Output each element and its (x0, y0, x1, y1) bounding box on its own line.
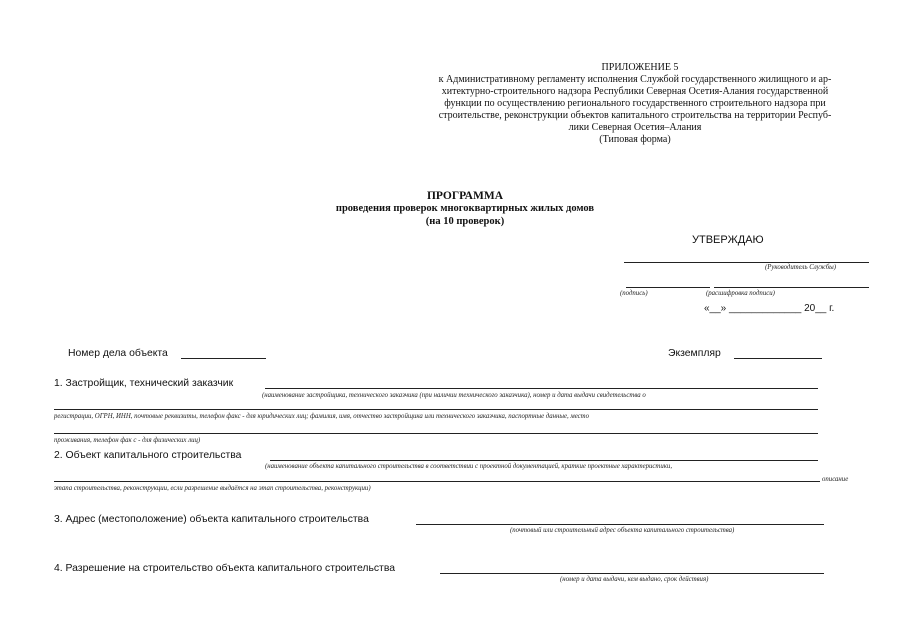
section-2-field-line-1[interactable] (270, 460, 818, 461)
section-1-field-line-1[interactable] (265, 388, 818, 389)
section-1-field-line-3[interactable] (54, 433, 818, 434)
section-4-label: 4. Разрешение на строительство объекта капитального строительства (54, 563, 395, 574)
section-1-hint-1: (наименование застройщика, технического заказчика (при наличии технического заказчика), номер и дата выдачи свидетельства о (262, 392, 646, 399)
section-1-label: 1. Застройщик, технический заказчик (54, 378, 234, 389)
section-2-field-line-2[interactable] (54, 481, 820, 482)
signature-caption: (подпись) (620, 290, 648, 297)
section-3-label: 3. Адрес (местоположение) объекта капитального строительства (54, 514, 369, 525)
program-subheading: проведения проверок многоквартирных жилых домов (335, 203, 595, 214)
copy-field[interactable] (734, 358, 822, 359)
case-number-label: Номер дела объекта (68, 348, 168, 359)
section-1-hint-2: регистрации, ОГРН, ИНН, почтовые реквизиты, телефон факс - для юридических лиц; фамилия, имя, отчество застройщика или технического заказчика, паспортные данные, место (54, 413, 589, 420)
decoding-caption: (расшифровка подписи) (706, 290, 775, 297)
section-3-hint: (почтовый или строительный адрес объекта капитального строительства) (510, 527, 735, 534)
section-2-label: 2. Объект капитального строительства (54, 450, 242, 461)
form-type-note: (Типовая форма) (599, 134, 671, 145)
program-heading: ПРОГРАММА (426, 190, 504, 202)
case-number-field[interactable] (181, 358, 266, 359)
section-4-hint: (номер и дата выдачи, кем выдано, срок действия) (560, 576, 709, 583)
section-2-hint-3: этапа строительства, реконструкции, если разрешение выдаётся на этап строительства, реконструкции) (54, 485, 371, 492)
approval-label: УТВЕРЖДАЮ (692, 234, 764, 246)
signature-line (626, 287, 710, 288)
appendix-line-4: строительстве, реконструкции объектов капитального строительства на территории Респуб- (438, 110, 832, 121)
section-4-field[interactable] (440, 573, 824, 574)
section-3-field[interactable] (416, 524, 824, 525)
section-2-hint-2: описание (822, 476, 849, 483)
appendix-line-2: хитектурно-строительного надзора Республики Северная Осетия-Алания государственной (441, 86, 829, 97)
section-2-hint-1: (наименование объекта капитального строительства в соответствии с проектной документацией, краткие проектные характеристики, (265, 463, 673, 470)
head-signature-line (624, 262, 869, 263)
appendix-line-1: к Административному регламенту исполнения Службой государственного жилищного и ар- (438, 74, 832, 85)
appendix-line-5: лики Северная Осетия–Алания (568, 122, 702, 133)
appendix-line-3: функции по осуществлению регионального государственного строительного надзора при (444, 98, 826, 109)
program-count: (на 10 проверок) (425, 216, 505, 227)
copy-label: Экземпляр (668, 348, 721, 359)
appendix-title: ПРИЛОЖЕНИЕ 5 (601, 62, 679, 73)
section-1-hint-3: проживания, телефон фак с - для физических лиц) (54, 437, 201, 444)
section-1-field-line-2[interactable] (54, 409, 818, 410)
head-caption: (Руководитель Службы) (765, 264, 837, 271)
approval-date: «__» _____________ 20__ г. (704, 303, 835, 314)
decoding-line (714, 287, 869, 288)
